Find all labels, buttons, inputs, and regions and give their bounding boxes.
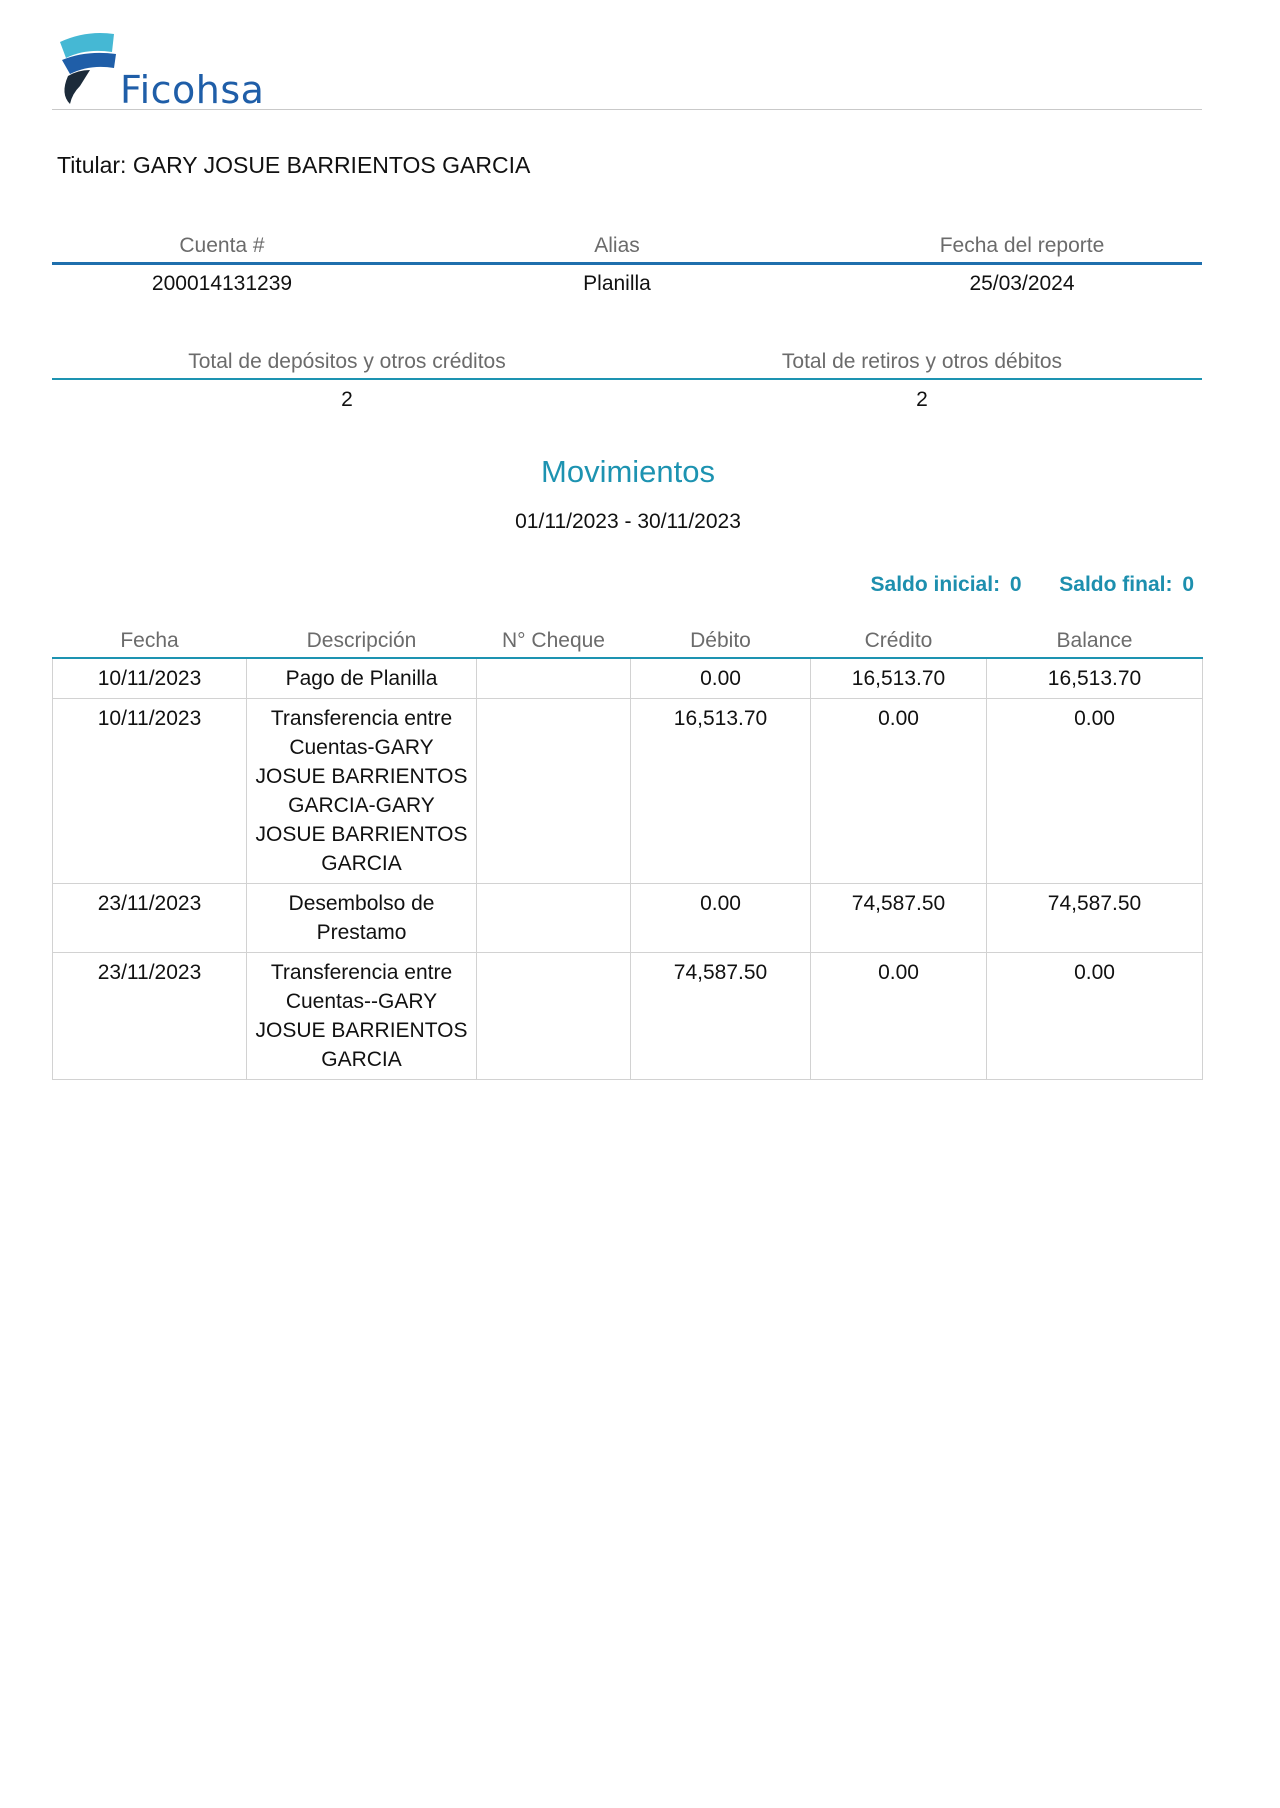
table-row (53, 699, 1203, 884)
alias-label: Alias (594, 234, 640, 257)
column-header-descripcion: Descripción (247, 618, 477, 658)
saldo-final-value: 0 (1182, 573, 1194, 596)
account-info-labels (52, 234, 1202, 258)
table-header-row (53, 618, 1203, 658)
column-header-balance: Balance (987, 618, 1203, 658)
holder-name: GARY JOSUE BARRIENTOS GARCIA (132, 152, 531, 178)
cell-debito: 16,513.70 (631, 699, 811, 884)
report-date-label: Fecha del reporte (939, 234, 1105, 257)
cell-cheque (477, 699, 631, 884)
table-row (53, 884, 1203, 953)
cell-fecha: 23/11/2023 (53, 953, 247, 1080)
total-debits: 2 (916, 388, 928, 411)
cell-fecha: 10/11/2023 (53, 699, 247, 884)
account-number-label: Cuenta # (179, 234, 265, 257)
cell-credito: 0.00 (811, 699, 987, 884)
account-holder (57, 152, 530, 179)
total-credits: 2 (341, 388, 353, 411)
cell-descripcion: Desembolso de Prestamo (247, 884, 477, 953)
totals-divider (52, 378, 1202, 380)
cell-balance: 0.00 (987, 953, 1203, 1080)
total-debits-label: Total de retiros y otros débitos (781, 350, 1063, 373)
column-header-cheque: N° Cheque (477, 618, 631, 658)
cell-cheque (477, 884, 631, 953)
cell-descripcion: Pago de Planilla (247, 658, 477, 699)
account-number: 200014131239 (151, 272, 293, 295)
totals-labels (52, 350, 1202, 374)
column-header-debito: Débito (631, 618, 811, 658)
account-info-values (52, 272, 1202, 296)
cell-balance: 16,513.70 (987, 658, 1203, 699)
cell-balance: 74,587.50 (987, 884, 1203, 953)
saldo-inicial-label: Saldo inicial: (870, 573, 1001, 596)
saldo-final-label: Saldo final: (1059, 573, 1173, 596)
holder-label: Titular: (57, 152, 127, 178)
account-info-divider (52, 262, 1202, 265)
cell-fecha: 10/11/2023 (53, 658, 247, 699)
totals-values (52, 388, 1202, 412)
ficohsa-logo (56, 28, 296, 110)
movements-table (52, 618, 1203, 1080)
balance-summary (867, 573, 1194, 597)
movements-title: Movimientos (541, 454, 715, 489)
header-divider (52, 109, 1202, 110)
cell-debito: 74,587.50 (631, 953, 811, 1080)
cell-debito: 0.00 (631, 658, 811, 699)
cell-cheque (477, 658, 631, 699)
column-header-credito: Crédito (811, 618, 987, 658)
cell-credito: 0.00 (811, 953, 987, 1080)
cell-descripcion: Transferencia entre Cuentas--GARY JOSUE BARRIENTOS GARCIA (247, 953, 477, 1080)
saldo-inicial-value: 0 (1009, 573, 1022, 596)
total-credits-label: Total de depósitos y otros créditos (188, 350, 506, 373)
table-row (53, 658, 1203, 699)
cell-cheque (477, 953, 631, 1080)
cell-balance: 0.00 (987, 699, 1203, 884)
cell-credito: 16,513.70 (811, 658, 987, 699)
cell-credito: 74,587.50 (811, 884, 987, 953)
table-row (53, 953, 1203, 1080)
ficohsa-logo-icon (56, 28, 126, 110)
brand-name: Ficohsa (120, 68, 265, 112)
alias-value: Planilla (583, 272, 651, 295)
report-date: 25/03/2024 (969, 272, 1075, 295)
cell-debito: 0.00 (631, 884, 811, 953)
cell-fecha: 23/11/2023 (53, 884, 247, 953)
column-header-fecha: Fecha (53, 618, 247, 658)
movements-date-range: 01/11/2023 - 30/11/2023 (515, 510, 741, 533)
cell-descripcion: Transferencia entre Cuentas-GARY JOSUE BARRIENTOS GARCIA-GARY JOSUE BARRIENTOS GARCIA (247, 699, 477, 884)
